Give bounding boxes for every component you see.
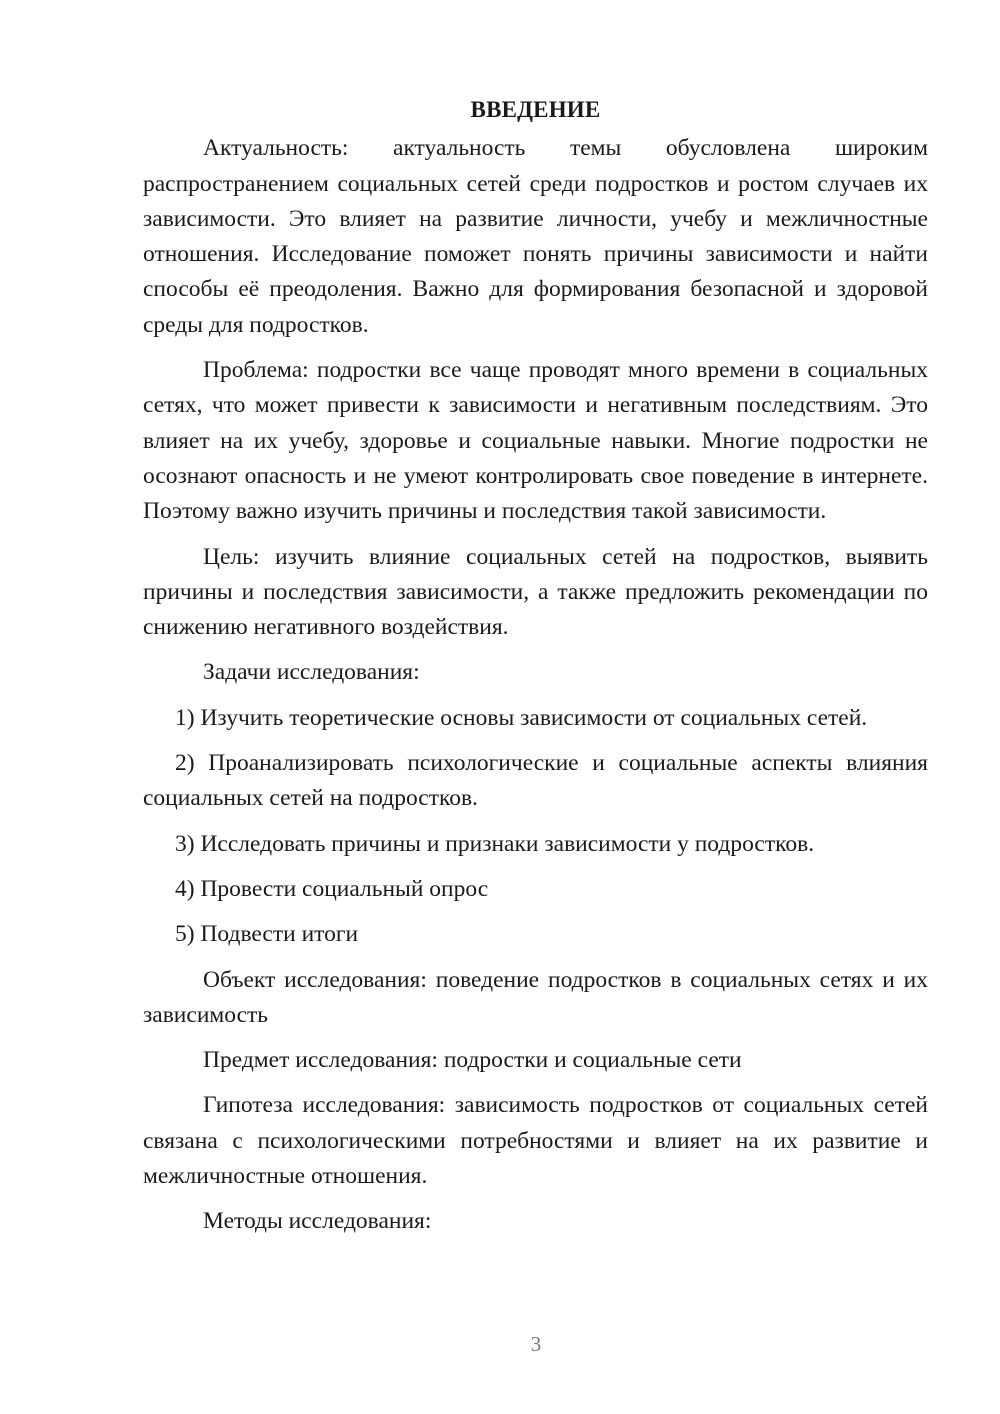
paragraph-subject: Предмет исследования: подростки и социальные сети (203, 1047, 742, 1074)
paragraph-goal: Цель: изучить влияние социальных сетей на подростков, выявить причины и последствия зависимости, а также предложить рекомендации по снижению негативного воздействия. (143, 543, 928, 641)
task-item-1: 1) Изучить теоретические основы зависимости от социальных сетей. (175, 704, 868, 731)
paragraph-object: Объект исследования: поведение подростков в социальных сетях и их зависимость (143, 966, 928, 1028)
task-item-5: 5) Подвести итоги (175, 921, 359, 948)
paragraph-hypothesis: Гипотеза исследования: зависимость подростков от социальных сетей связана с психологическими потребностями и влияет на их развитие и межличностные отношения. (143, 1092, 928, 1190)
paragraph-relevance: Актуальность: актуальность темы обусловлена широким распространением социальных сетей среди подростков и ростом случаев их зависимости. Это влияет на развитие личности, учебу и межличностные отношения. Исследование поможет понять причины зависимости и найти способы её преодоления. Важно для формирования безопасной и здоровой среды для подростков. (143, 135, 928, 338)
page-title: ВВЕДЕНИЕ (470, 97, 601, 122)
task-item-3: 3) Исследовать причины и признаки зависимости у подростков. (175, 830, 815, 857)
page-number: 3 (530, 1332, 542, 1356)
paragraph-methods: Методы исследования: (203, 1208, 432, 1235)
paragraph-tasks-heading: Задачи исследования: (203, 659, 420, 686)
task-item-2: 2) Проанализировать психологические и социальные аспекты влияния социальных сетей на подростков. (143, 750, 928, 812)
paragraph-problem: Проблема: подростки все чаще проводят много времени в социальных сетях, что может привести к зависимости и негативным последствиям. Это влияет на их учебу, здоровье и социальные навыки. Многие подростки не осознают опасность и не умеют контролировать свое поведение в интернете. Поэтому важно изучить причины и последствия такой зависимости. (143, 357, 928, 525)
task-item-4: 4) Провести социальный опрос (175, 875, 489, 902)
page-content (143, 92, 928, 1250)
